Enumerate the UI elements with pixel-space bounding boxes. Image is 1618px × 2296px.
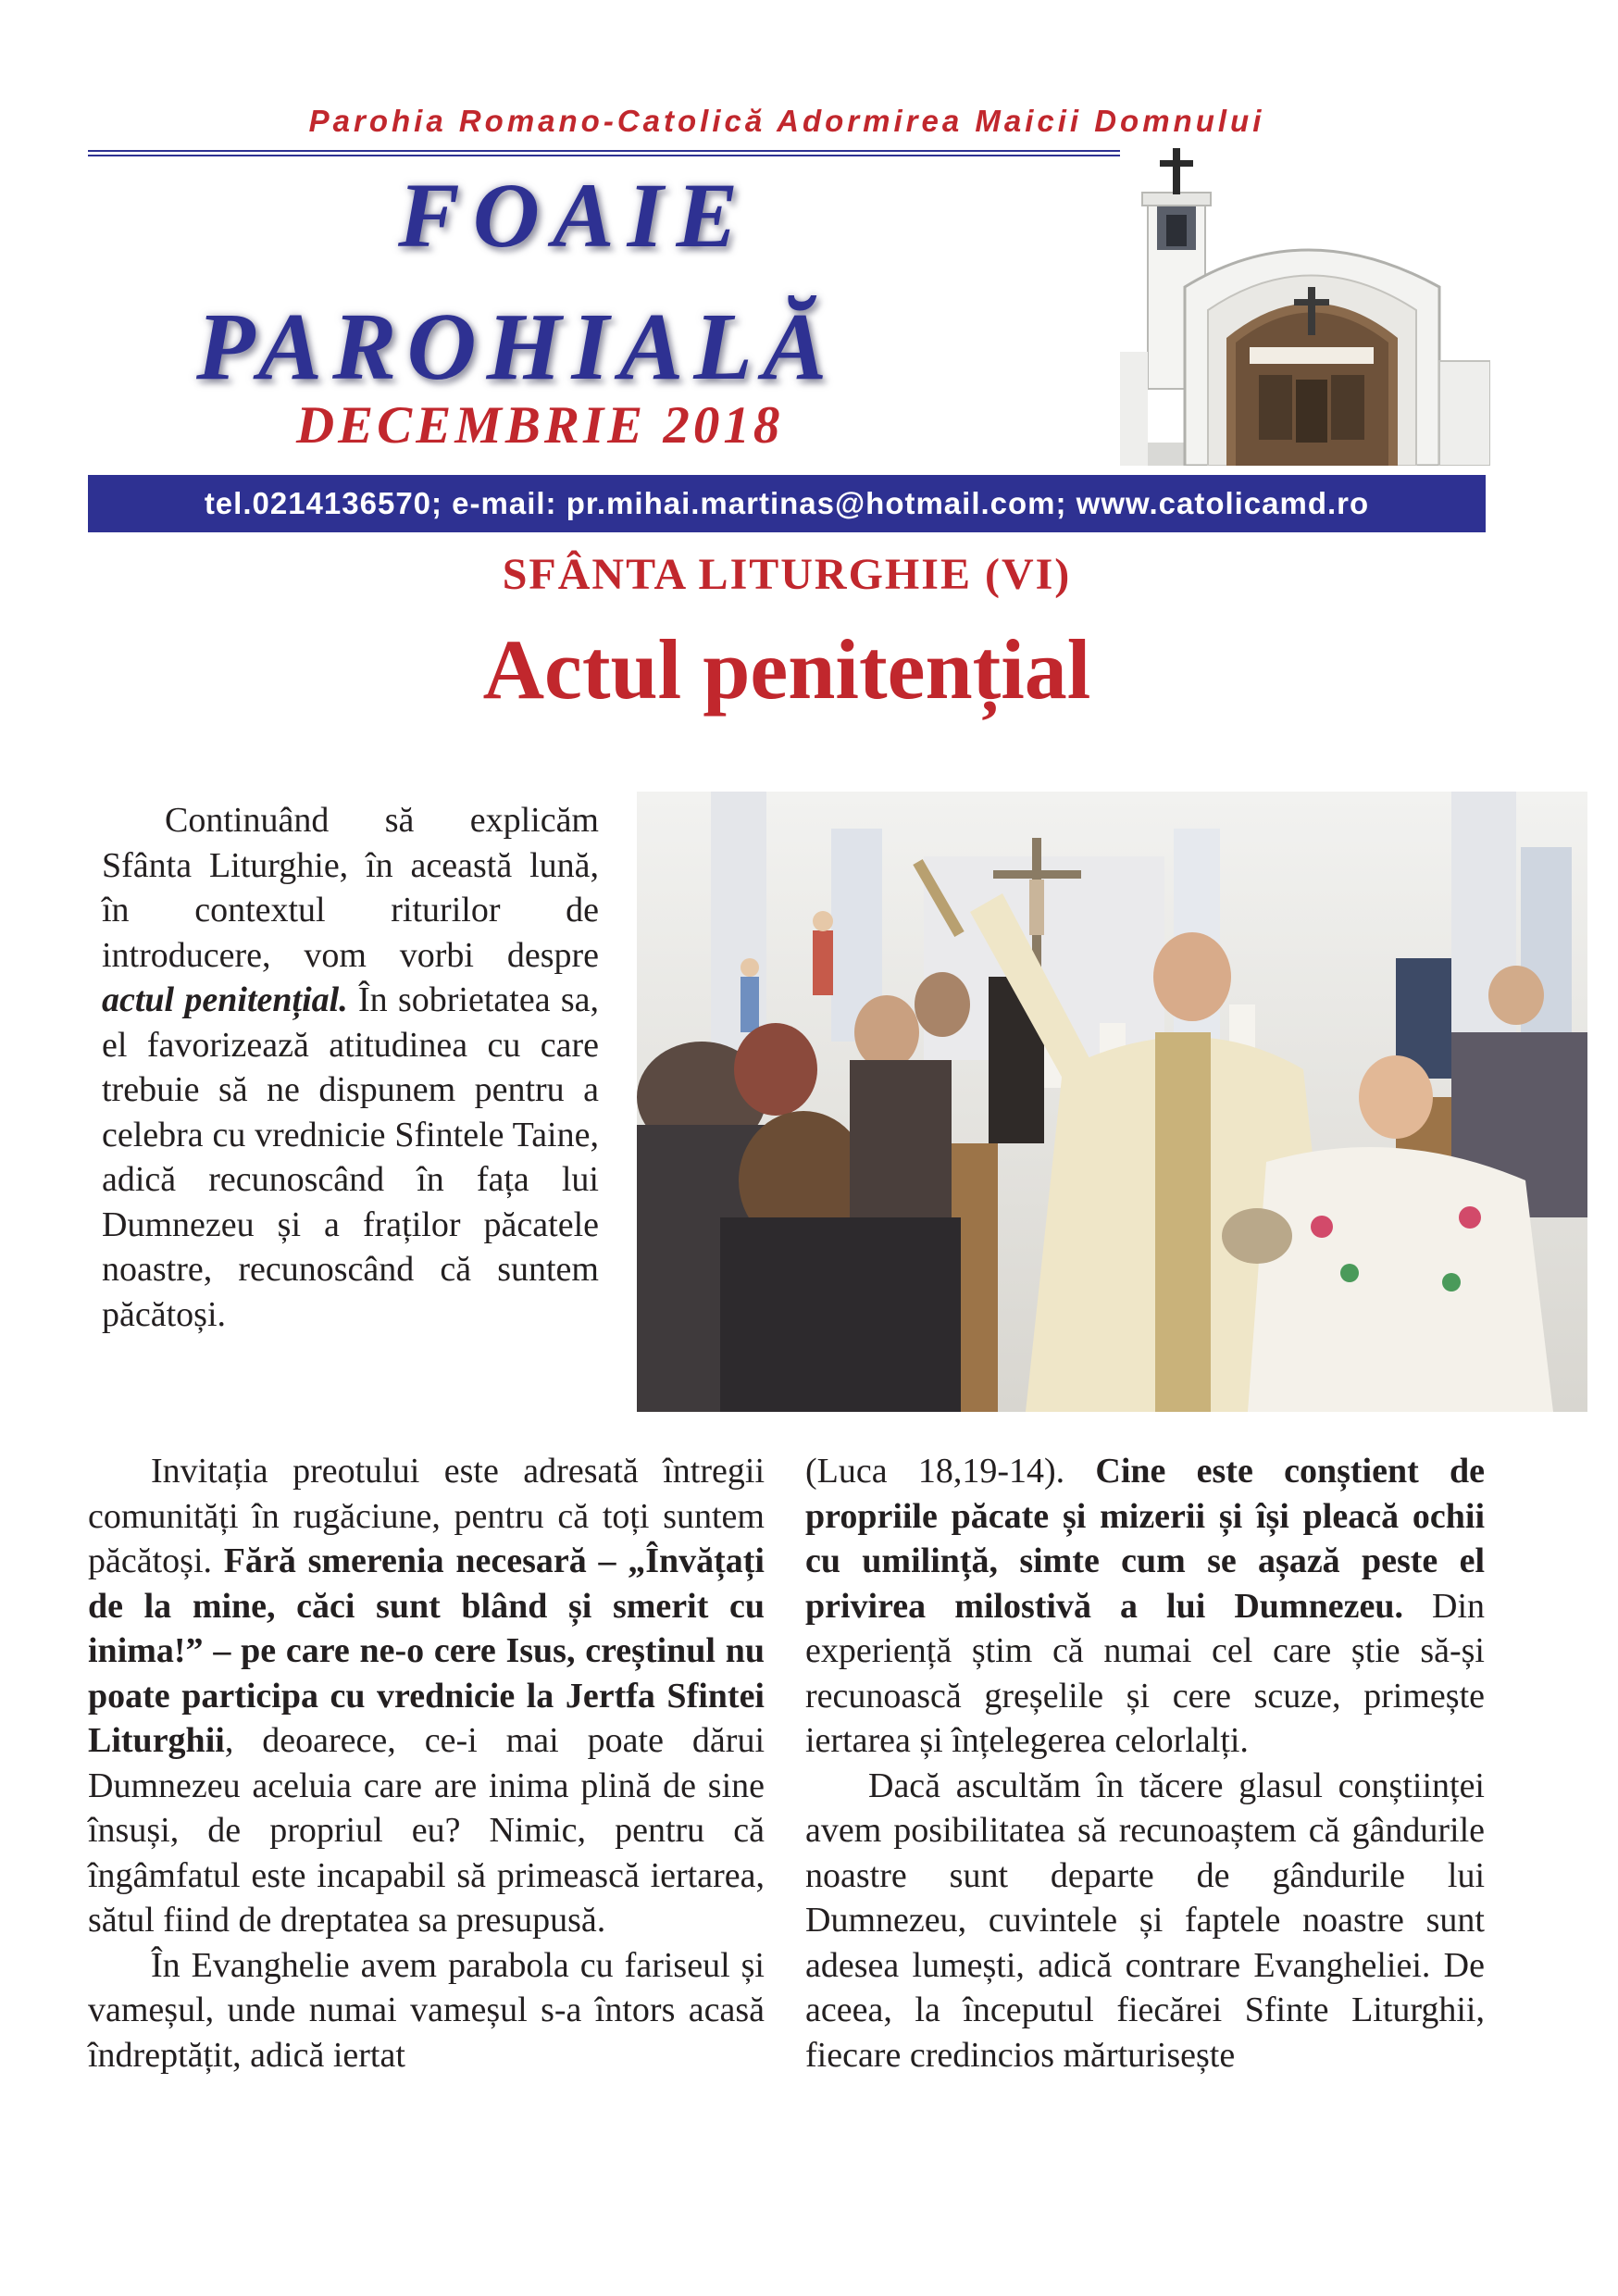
- paragraph: Dacă ascultăm în tăcere glasul conștiinței avem posibilitatea să recunoaștem că gândurile noastre sunt departe de gândurile lui Dumnezeu, cuvintele și faptele noastre sunt adesea lumești, adică contrare Evangheliei. De aceea, la începutul fiecărei Sfinte Liturghii, fiecare credincios mărturisește: [805, 1766, 1485, 2075]
- masthead-title-line2: PAROHIALĂ: [196, 293, 838, 400]
- contact-bar: tel.0214136570; e-mail: pr.mihai.martinas@hotmail.com; www.catolicamd.ro: [88, 475, 1486, 532]
- issue-date: DECEMBRIE 2018: [296, 396, 784, 455]
- intro-text: Continuând să explicăm Sfânta Liturghie, în această lună, în contextul riturilor de introducere, vom vorbi despre: [102, 801, 599, 975]
- article-column-1: [88, 1449, 765, 2078]
- paragraph-bold: Cine este conștient de propriile păcate și mizerii și își pleacă ochii cu umilință, simte cum se așază peste el privirea milostivă a lui Dumnezeu.: [805, 1452, 1485, 1626]
- liturgy-photo: [637, 792, 1587, 1412]
- paragraph-text: Din experiență știm că numai cel care știe să-și recunoască greșelile și cere scuze, primește iertarea și înțelegerea celorlalți.: [805, 1586, 1485, 1760]
- church-photo: [1120, 148, 1490, 466]
- intro-paragraph: [102, 798, 599, 1337]
- paragraph-text: (Luca 18,19-14).: [805, 1452, 1096, 1491]
- paragraph: În Evanghelie avem parabola cu fariseul și vameșul, unde numai vameșul s-a întors acasă îndreptățit, adică iertat: [88, 1945, 765, 2075]
- masthead-title-line1: FOAIE: [398, 164, 752, 267]
- series-title: SFÂNTA LITURGHIE (VI): [502, 550, 1072, 599]
- paragraph-text: , deoarece, ce-i mai poate dărui Dumnezeu aceluia care are inima plină de sine însuși, de propriul eu? Nimic, pentru că îngâmfatul este incapabil să primească iertarea, sătul fiind de dreptatea sa presupusă.: [88, 1721, 765, 1940]
- paragraph-text: Invitația preotului este adresată întregii comunități în rugăciune, pentru că toți suntem păcătoși.: [88, 1452, 765, 1580]
- article-column-2: [805, 1449, 1485, 2078]
- article-title: Actul penitențial: [482, 622, 1091, 717]
- intro-text: În sobrietatea sa, el favorizează atitudinea cu care trebuie să ne dispunem pentru a celebra cu vrednicie Sfintele Taine, adică recunoscând în fața lui Dumnezeu și a fraților păcatele noastre, recunoscând că suntem păcătoși.: [102, 980, 600, 1334]
- paragraph-bold: Fără smerenia necesară – „Învățați de la mine, căci sunt blând și smerit cu inima!” – pe care ne-o cere Isus, creștinul nu poate participa cu vrednicie la Jertfa Sfintei Liturghii: [88, 1541, 765, 1760]
- intro-emphasis: actul penitențial.: [102, 980, 348, 1019]
- parish-name: Parohia Romano-Catolică Adormirea Maicii Domnului: [308, 104, 1265, 138]
